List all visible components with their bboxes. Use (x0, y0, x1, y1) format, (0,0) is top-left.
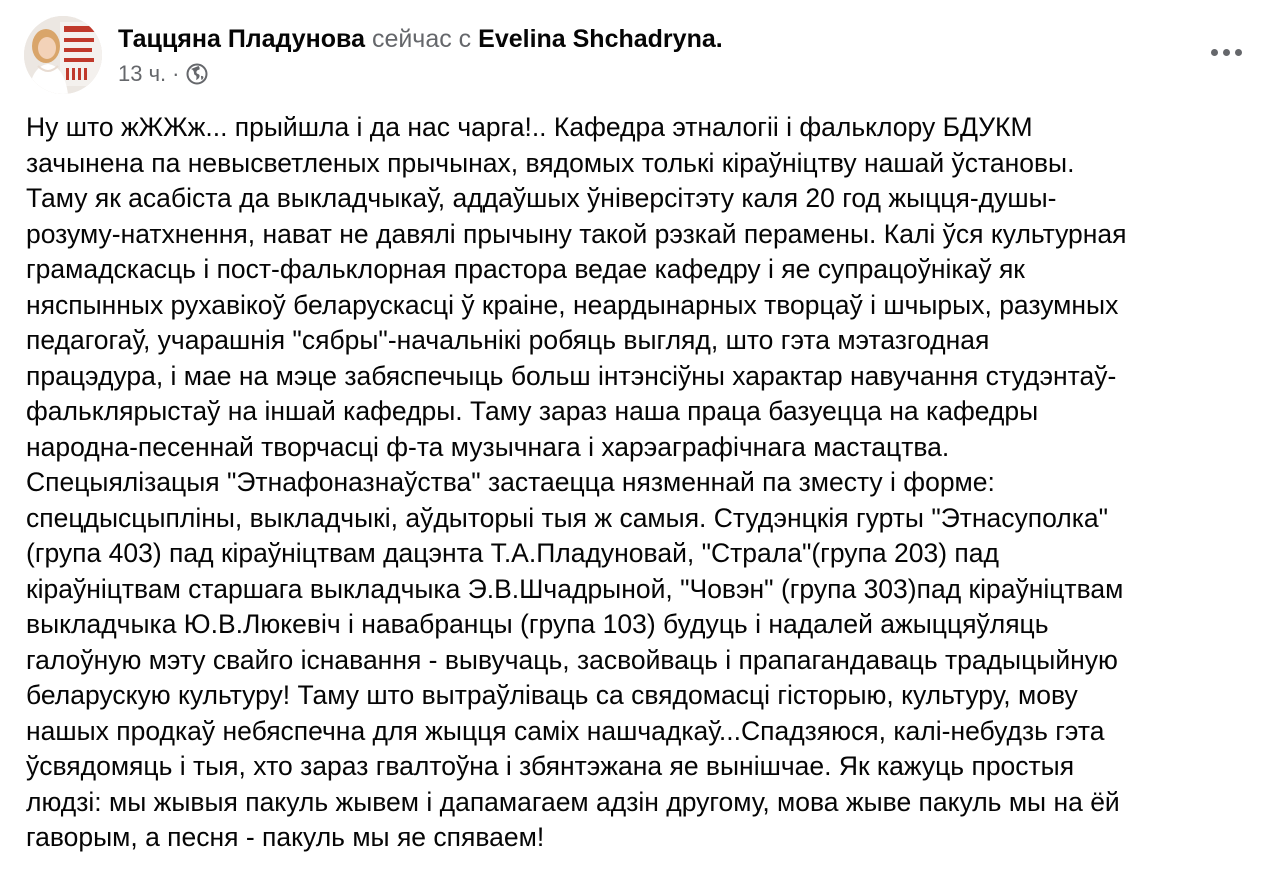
post-text-line: нашых продкаў небяспечна для жыцця саміх нашчадкаў...Спадзяюся, калі-небудзь гэта (26, 715, 1105, 746)
post-text-line: спецдысцыпліны, выкладчыкі, аўдыторыі тыя ж самыя. Студэнцкія гурты "Этнасуполка" (26, 502, 1109, 533)
post-text-line: народна-песеннай творчасці ф-та музычнага і харэаграфічнага мастацтва. (26, 431, 950, 462)
author-name-link[interactable]: Таццяна Пладунова (118, 25, 365, 53)
post-header (24, 16, 1256, 96)
post-text-line: гаворым, а песня - пакуль мы яе спяваем! (26, 822, 545, 852)
post-text-line: Ну што жЖЖж... прыйшла і да нас чарга!.. Кафедра этналогіі і фальклору БДУКМ (26, 112, 1033, 142)
post-text-line: зачынена па невысветленых прычынах, вядомых толькі кіраўніцтву нашай ўстановы. (26, 147, 1075, 178)
post-timestamp[interactable]: 13 ч. (118, 61, 167, 86)
post-text-line: педагогаў, учарашнія "сябры"-начальнікі робяць выгляд, што гэта мэтазгодная (26, 325, 990, 355)
more-options-button[interactable] (1206, 34, 1246, 70)
post-text-line: кіраўніцтвам старшага выкладчыка Э.В.Шчадрыной, "Човэн" (група 303)пад кіраўніцтвам (26, 573, 1124, 604)
post-text-line: грамадскасць і пост-фальклорная прастора ведае кафедру і яе супрацоўнікаў як (26, 254, 1025, 284)
post-text-line: розуму-натхнення, нават не давялі прычыну такой рэзкай перамены. Калі ўся культурная (26, 218, 1127, 249)
post-text-line: Спецыялізацыя "Этнафоназнаўства" застаецца нязменнай па зместу і форме: (26, 467, 995, 497)
post-meta (118, 60, 208, 88)
post-text-line: выкладчыка Ю.В.Люкевіч і навабранцы (група 103) будуць і надалей ажыццяўляць (26, 609, 1049, 639)
header-period: . (715, 25, 723, 53)
avatar-image (24, 16, 102, 94)
tagged-person-link[interactable]: Evelina Shchadryna (478, 25, 716, 53)
meta-separator: · (172, 61, 180, 86)
post-text-line: Таму як асабіста да выкладчыкаў, аддаўшых ўніверсітэту каля 20 год жыцця-душы- (26, 183, 1057, 213)
post-text-line: людзі: мы жывыя пакуль жывем і дапамагаем адзін другому, мова жыве пакуль мы на ёй (26, 786, 1120, 817)
post-text-line: няспынных рухавікоў беларускасці ў краіне, неардынарных творцаў і шчырых, разумных (26, 289, 1119, 320)
post-text-line: (група 403) пад кіраўніцтвам дацэнта Т.А.Пладуновай, "Страла"(група 203) пад (26, 538, 999, 568)
author-avatar[interactable] (24, 16, 102, 94)
post-text-line: ўсвядомяць і тыя, хто зараз гвалтоўна і збянтэжана яе вынішчае. Як кажуць простыя (26, 751, 1075, 781)
post-text-line: галоўную мэту свайго існавання - вывучаць, засвойваць і прапагандаваць традыцыйную (26, 644, 1118, 675)
activity-text: сейчас с (371, 25, 472, 53)
author-line (118, 24, 723, 54)
post-body-text (26, 110, 1276, 856)
post-text-line: фальклярыстаў на іншай кафедры. Таму зараз наша праца базуецца на кафедры (26, 396, 1039, 426)
globe-icon[interactable] (186, 63, 208, 85)
post-text-line: працэдура, і мае на мэце забяспечыць больш інтэнсіўны характар навучання студэнтаў- (26, 360, 1117, 391)
post-text-line: беларускую культуру! Таму што вытраўліваць са свядомасці гісторыю, культуру, мову (26, 680, 1078, 710)
more-horizontal-icon (1211, 49, 1242, 56)
